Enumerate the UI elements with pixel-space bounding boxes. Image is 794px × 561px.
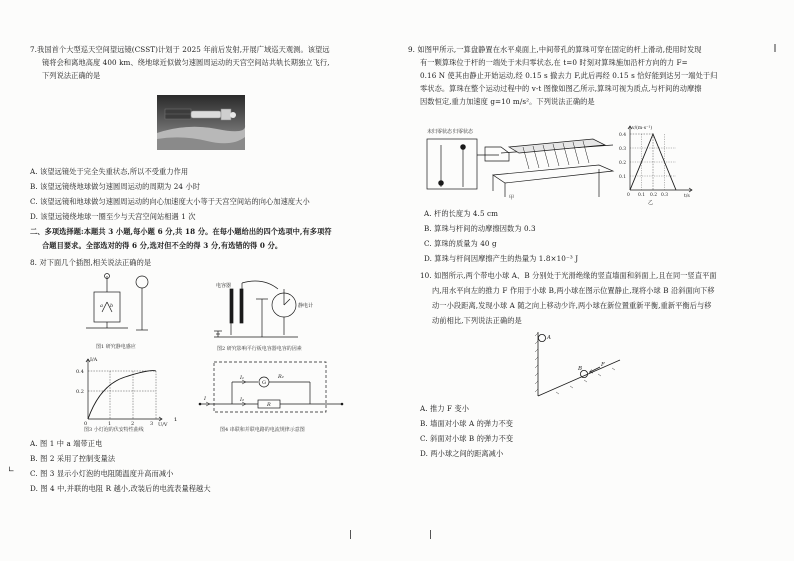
q8-stem: 8. 对下面几个插图,相关说法正确的是 <box>30 258 152 267</box>
q7-stem-line3: 下列说法正确的是 <box>42 71 101 80</box>
svg-text:a: a <box>100 303 103 309</box>
section2-header-line1: 二、多项选择题:本题共 3 小题,每小题 6 分,共 18 分。在每小题给出的四个选项中,有多项符 <box>30 227 332 236</box>
q8-figure2-label-capacitor: 电容器 <box>216 283 232 289</box>
q8-figure1-electroscope <box>82 272 160 342</box>
q7-stem-line2: 镜将会和离地高度 400 km、绕地球近似做匀速圆周运动的天宫空间站共轨长期独立飞行, <box>42 58 330 67</box>
q7-option-c: C. 该望远镜和地球做匀速圆周运动的向心加速度大小等于天宫空间站的向心加速度大小 <box>30 197 310 206</box>
q9-vt-ytick: 0.1 <box>619 175 626 180</box>
q10-stem-line3: 动一小段距离,发现小球 A 随之向上移动少许,两小球在新位置重新平衡,重新平衡后与移 <box>432 301 712 310</box>
q8-figure3-xtick: 3 <box>150 421 154 427</box>
space-station-photo <box>157 95 245 150</box>
scan-mark <box>350 530 351 539</box>
svg-text:b: b <box>110 303 114 309</box>
q10-option-b: B. 墙面对小球 A 的弹力不变 <box>420 419 514 428</box>
q8-option-a: A. 图 1 中 a 端带正电 <box>30 439 103 448</box>
q8-option-b: B. 图 2 采用了控制变量法 <box>30 454 116 463</box>
q8-figure4-label: I <box>204 396 206 402</box>
q9-figure-abacus <box>423 125 613 200</box>
q8-option-d: D. 图 4 中,并联的电阻 R 越小,改装后的电流表量程越大 <box>30 484 211 493</box>
q9-option-c: C. 算珠的质量为 40 g <box>424 239 497 248</box>
q8-figure3-xtick: 2 <box>131 421 135 427</box>
section2-header-line2: 合题目要求。全部选对的得 6 分,选对但不全的得 3 分,有选错的得 0 分。 <box>42 241 283 250</box>
q8-figure3-iv-curve <box>70 355 170 427</box>
q8-figure3-caption: 图3 小灯泡的伏安特性曲线 <box>84 427 144 433</box>
q9-vt-xtick: 0 <box>627 193 630 198</box>
q8-figure3-xtick: 0 <box>84 421 88 427</box>
q8-figure3-xtick: 1 <box>108 421 112 427</box>
q9-option-b: B. 算珠与杆间的动摩擦因数为 0.3 <box>424 224 536 233</box>
q9-vt-ytick: 0.4 <box>619 133 626 138</box>
q10-option-d: D. 两小球之间的距离减小 <box>420 449 504 458</box>
q10-option-a: A. 推力 F 变小 <box>420 404 470 413</box>
q9-vt-xlabel: t/s <box>684 194 690 199</box>
q10-label-ball-b: B <box>578 366 583 372</box>
q8-figure2-capacitor <box>208 279 313 347</box>
q8-figure4-label: I₂ <box>240 397 244 403</box>
q7-stem-line1: 7.我国首个大型巡天空间望远镜(CSST)计划于 2025 年前后发射,开展广域巡天观测。该望远 <box>30 45 330 54</box>
scan-mark <box>774 44 776 52</box>
q9-vt-ylabel: v/(m·s⁻¹) <box>632 126 653 131</box>
q8-figure4-label: I₁ <box>240 375 244 381</box>
q9-vt-xtick: 0.2 <box>650 193 657 198</box>
q9-vt-ytick: 0.2 <box>619 161 626 166</box>
q7-option-a: A. 该望远镜处于完全失重状态,所以不受重力作用 <box>30 167 189 176</box>
q8-figure4-circuit <box>196 360 346 422</box>
q9-vt-xtick: 0.1 <box>638 193 645 198</box>
q10-figure-wall-incline <box>526 330 622 398</box>
q9-option-a: A. 杆的长度为 4.5 cm <box>424 209 499 218</box>
q9-vt-ytick: 0.3 <box>619 147 626 152</box>
q8-figure4-caption: 图4 串联和并联电路的电流规律示意图 <box>220 427 305 433</box>
q9-option-d: D. 算珠与杆间因摩擦产生的热量为 1.8×10⁻³ J <box>424 254 579 263</box>
q9-abacus-label-zeroed: 归零状态 <box>453 129 474 135</box>
q8-figure3-ylabel: I/A <box>90 357 98 363</box>
q8-figure4-label: G <box>262 380 266 386</box>
q7-option-d: D. 该望远镜绕地球一圈至少与天宫空间站相遇 1 次 <box>30 212 196 221</box>
q9-stem-line4: 零状态。算珠在整个运动过程中的 v-t 图像如图乙所示,算珠可视为质点,与杆间的动摩擦 <box>420 84 702 93</box>
q9-stem-line5: 因数恒定,重力加速度 g=10 m/s²。下列说法正确的是 <box>420 97 595 106</box>
q9-figure-a-caption: 甲 <box>509 195 515 201</box>
q9-abacus-label-unzeroed: 未归零状态 <box>427 129 453 135</box>
q8-figure1-caption: 图1 研究静电感应 <box>96 344 136 350</box>
q9-figure-vt-graph <box>618 124 696 206</box>
scan-mark <box>430 530 431 539</box>
stray-mark: ₁ <box>174 414 178 423</box>
q8-figure3-ytick: 0.4 <box>76 369 84 375</box>
q9-stem-line2: 有一颗算珠位于杆的一端处于未归零状态,在 t=0 时刻对算珠施加沿杆方向的力 F= <box>420 58 688 67</box>
q9-stem-line1: 9. 如图甲所示,一算盘静置在水平桌面上,中间带孔的算珠可穿在固定的杆上滑动,使用时发现 <box>408 45 702 54</box>
q9-vt-xtick: 0.3 <box>661 193 668 198</box>
q10-label-force-f: F <box>601 362 605 368</box>
stray-mark: ∟ <box>8 465 15 474</box>
q10-stem-line2: 内,用水平向左的推力 F 作用于小球 B,两小球在图示位置静止,现将小球 B 沿斜面向下移 <box>432 286 715 295</box>
q10-stem-line4: 动前相比,下列说法正确的是 <box>432 316 522 325</box>
q8-figure3-xlabel: U/V <box>158 422 168 428</box>
q8-figure2-caption: 图2 研究影响平行板电容器电容的因素 <box>217 346 302 352</box>
q10-stem-line1: 10. 如图所示,两个带电小球 A、B 分别处于光滑绝缘的竖直墙面和斜面上,且在同一竖直平面 <box>420 271 717 280</box>
q9-figure-b-caption: 乙 <box>648 200 654 206</box>
q8-figure4-label: R₂ <box>278 374 284 380</box>
q10-option-c: C. 斜面对小球 B 的弹力不变 <box>420 434 514 443</box>
q8-figure3-ytick: 0.2 <box>76 389 84 395</box>
q8-figure4-label: R <box>267 402 271 408</box>
q10-label-ball-a: A <box>547 335 551 341</box>
q9-stem-line3: 0.16 N 使其由静止开始运动,经 0.15 s 撤去力 F,此后再经 0.15 s 恰好能到达另一端处于归 <box>420 71 718 80</box>
q8-figure2-label-electrometer: 静电计 <box>298 303 314 309</box>
q8-option-c: C. 图 3 显示小灯泡的电阻随温度升高而减小 <box>30 469 174 478</box>
q7-option-b: B. 该望远镜绕地球做匀速圆周运动的周期为 24 小时 <box>30 182 201 191</box>
